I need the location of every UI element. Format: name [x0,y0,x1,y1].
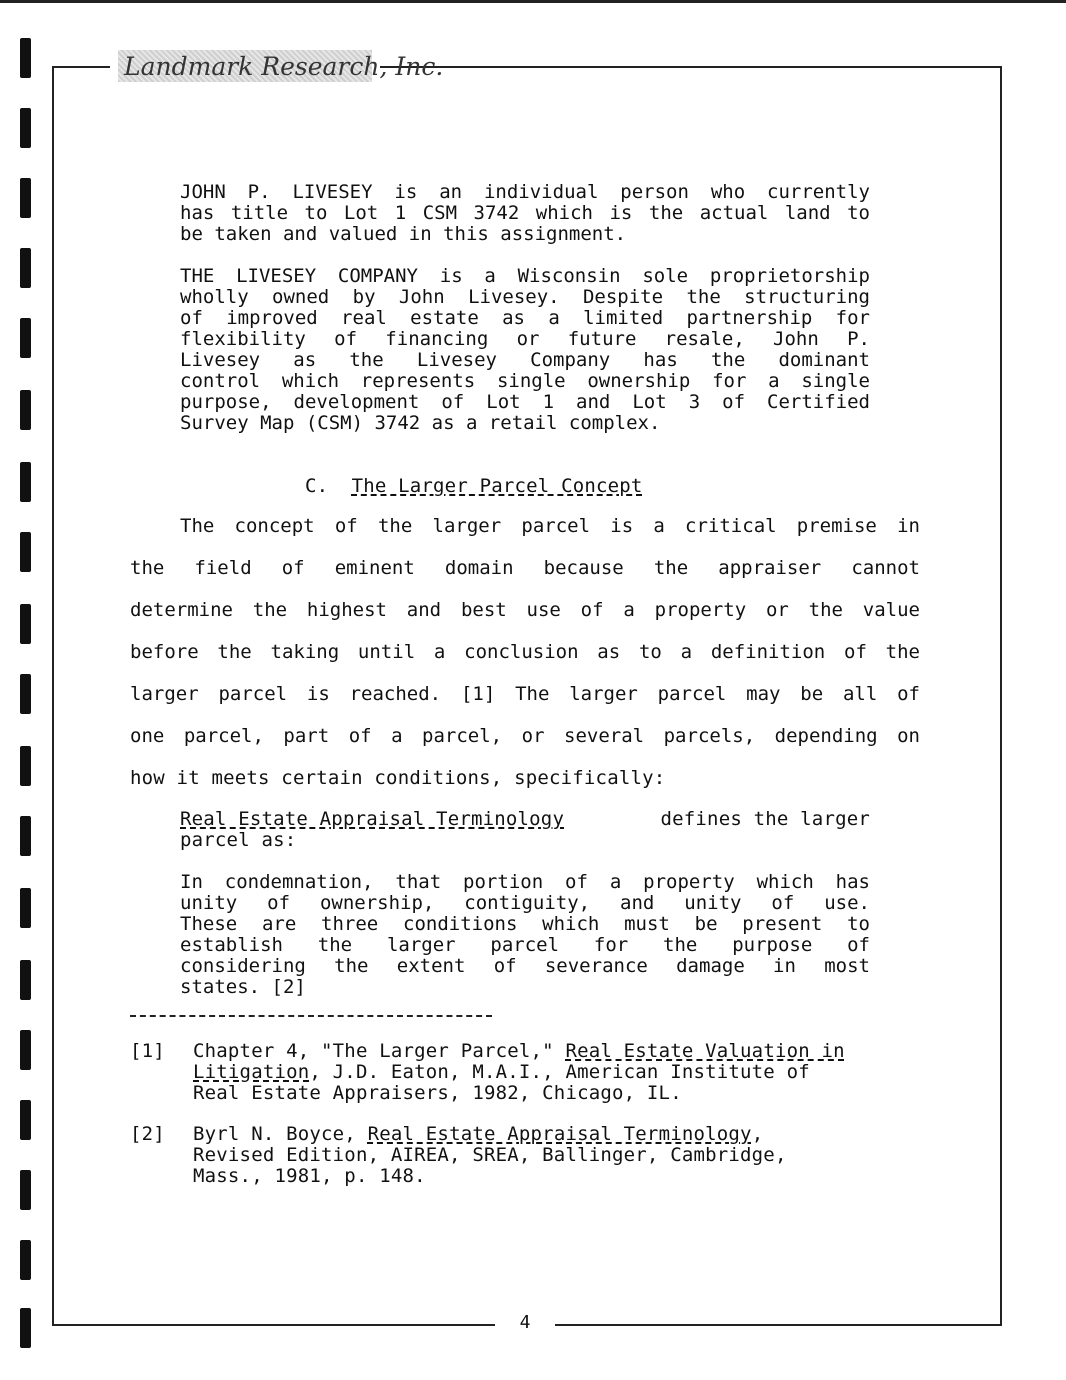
binder-hole-mark [20,532,31,572]
binder-hole-mark [20,1030,31,1070]
footnote-2-line2: Revised Edition, AIREA, SREA, Ballinger, Cambridge, [193,1144,787,1166]
footnote-separator [130,1015,492,1017]
footnote-1-line3: Real Estate Appraisers, 1982, Chicago, IL. [193,1082,682,1104]
body-line: the field of eminent domain because the appraiser cannot [130,557,920,579]
text-line: JOHN P. LIVESEY is an individual person who currently [180,181,870,203]
text-line: wholly owned by John Livesey. Despite the structuring [180,286,870,308]
footnote-marker: [1] [130,1040,165,1062]
text-line: control which represents single ownership for a single [180,370,870,392]
binder-hole-mark [20,318,31,358]
body-line: larger parcel is reached. [1] The larger parcel may be all of [130,683,920,705]
quote-intro-text: defines the larger [648,808,870,830]
section-letter: C. [305,475,329,497]
quote-intro [180,809,870,830]
text-line: Survey Map (CSM) 3742 as a retail complex. [180,412,661,434]
text-line: In condemnation, that portion of a property which has [180,871,870,893]
text-line: purpose, development of Lot 1 and Lot 3 of Certified [180,391,870,413]
binder-hole-mark [20,1170,31,1210]
cited-book-title: Real Estate Appraisal Terminology [180,808,565,830]
text-line: states. [2] [180,976,306,998]
binder-hole-mark [20,178,31,218]
footnote-marker: [2] [130,1123,165,1145]
paragraph-livesey-company [180,266,870,434]
binder-hole-mark [20,462,31,502]
footnote-1-line2: Litigation, J.D. Eaton, M.A.I., American Institute of [193,1061,810,1083]
binder-hole-mark [20,888,31,928]
binder-hole-mark [20,816,31,856]
text-line: These are three conditions which must be present to [180,913,870,935]
binder-hole-mark [20,1308,31,1348]
binder-hole-mark [20,390,31,430]
cited-book-title: Real Estate Appraisal Terminology [367,1123,752,1145]
binder-hole-mark [20,1240,31,1280]
footnote-1-line1: Chapter 4, "The Larger Parcel," Real Estate Valuation in [193,1040,845,1062]
text-line: establish the larger parcel for the purpose of [180,934,870,956]
quote-intro-line2: parcel as: [180,829,297,851]
page-top-edge [0,0,1066,3]
binder-hole-mark [20,674,31,714]
binder-hole-mark [20,248,31,288]
paragraph-john-livesey [180,182,870,245]
text-line: flexibility of financing or future resale, John P. [180,328,870,350]
binder-hole-mark [20,38,31,78]
text-line: has title to Lot 1 CSM 3742 which is the actual land to [180,202,870,224]
logo-text: Landmark Research, Inc. [118,50,372,82]
text-line: Livesey as the Livesey Company has the dominant [180,349,870,371]
body-line: determine the highest and best use of a property or the value [130,599,920,621]
definition-quote [180,872,870,998]
cited-book-title: Litigation [193,1061,310,1083]
text-line: be taken and valued in this assignment. [180,223,627,245]
body-line: before the taking until a conclusion as to a definition of the [130,641,920,663]
cited-book-title: Real Estate Valuation in [565,1040,845,1062]
binder-hole-mark [20,960,31,1000]
binder-hole-mark [20,604,31,644]
section-title: The Larger Parcel Concept [351,475,643,497]
footnote-2-line3: Mass., 1981, p. 148. [193,1165,426,1187]
text-line: considering the extent of severance damage in most [180,955,870,977]
binder-hole-mark [20,1100,31,1140]
section-heading [305,476,643,497]
text-line: THE LIVESEY COMPANY is a Wisconsin sole proprietorship [180,265,870,287]
body-line: one parcel, part of a parcel, or several parcels, depending on [130,725,920,747]
text-line: unity of ownership, contiguity, and unity of use. [180,892,870,914]
company-logo [110,46,444,86]
footnote-2-line1: Byrl N. Boyce, Real Estate Appraisal Terminology, [193,1123,764,1145]
page-number: 4 [495,1312,555,1334]
binder-hole-mark [20,108,31,148]
body-line: how it meets certain conditions, specifically: [130,767,666,789]
body-line: The concept of the larger parcel is a critical premise in [180,515,920,537]
text-line: of improved real estate as a limited partnership for [180,307,870,329]
binder-hole-mark [20,746,31,786]
